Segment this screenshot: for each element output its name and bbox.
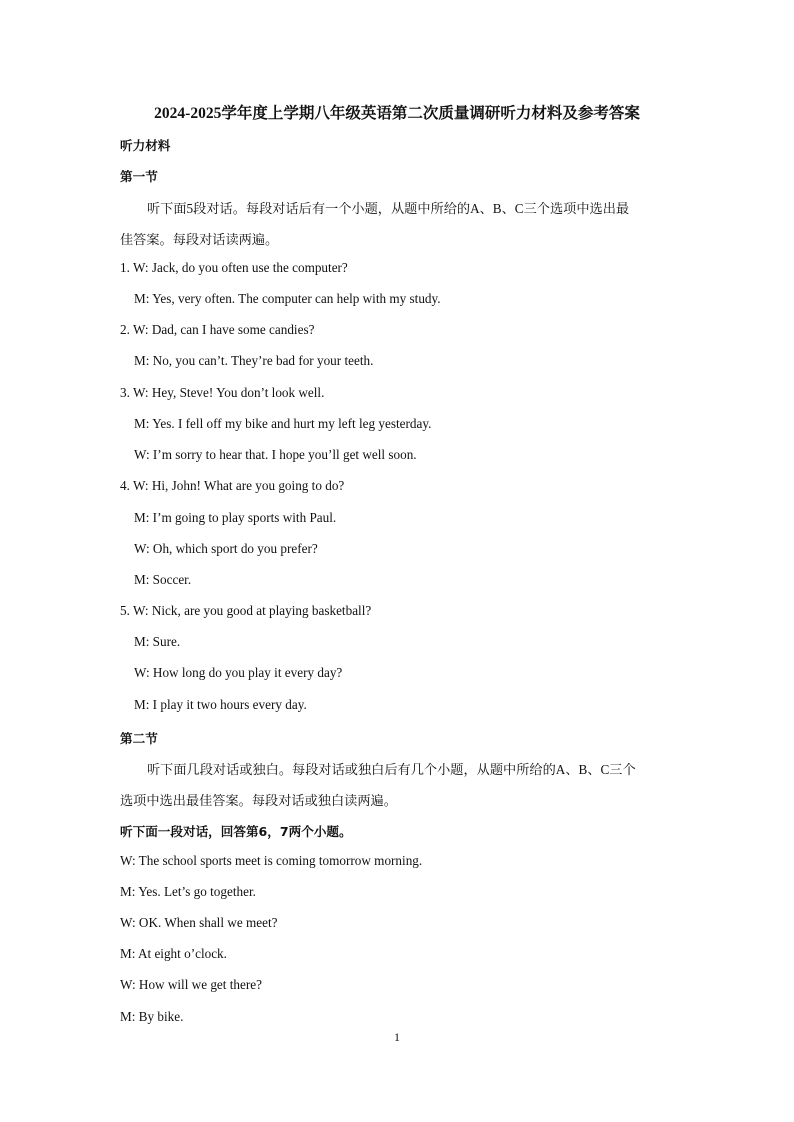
section-label: 听力材料: [120, 138, 171, 153]
dialogue-line: M: I’m going to play sports with Paul.: [134, 510, 337, 525]
dialogue-line: M: Yes, very often. The computer can help with my study.: [134, 291, 441, 306]
part2-instruction-line2: 选项中选出最佳答案。每段对话或独白读两遍。: [120, 793, 397, 808]
part2-sub-heading: 听下面一段对话，回答第6，7两个小题。: [120, 824, 352, 839]
dialogue-line: W: How will we get there?: [120, 977, 262, 992]
dialogue-line: M: At eight o’clock.: [120, 946, 227, 961]
dialogue-line: M: Yes. I fell off my bike and hurt my left leg yesterday.: [134, 416, 432, 431]
page-title: 2024-2025学年度上学期八年级英语第二次质量调研听力材料及参考答案: [154, 105, 640, 122]
dialogue-line: M: I play it two hours every day.: [134, 697, 307, 712]
dialogue-line: W: How long do you play it every day?: [134, 665, 343, 680]
part2-instruction-line1: 听下面几段对话或独白。每段对话或独白后有几个小题，从题中所给的A、B、C三个: [147, 762, 636, 777]
dialogue-line: 1. W: Jack, do you often use the computer?: [120, 260, 348, 275]
part1-instruction-line1: 听下面5段对话。每段对话后有一个小题，从题中所给的A、B、C三个选项中选出最: [147, 201, 630, 216]
page-number: 1: [394, 1030, 400, 1044]
dialogue-line: 3. W: Hey, Steve! You don’t look well.: [120, 385, 325, 400]
dialogue-line: W: I’m sorry to hear that. I hope you’ll get well soon.: [134, 447, 417, 462]
part1-instruction-line2: 佳答案。每段对话读两遍。: [120, 232, 279, 247]
dialogue-line: M: No, you can’t. They’re bad for your teeth.: [134, 353, 374, 368]
dialogue-line: W: Oh, which sport do you prefer?: [134, 541, 318, 556]
dialogue-line: W: The school sports meet is coming tomorrow morning.: [120, 853, 423, 868]
dialogue-line: 5. W: Nick, are you good at playing basketball?: [120, 603, 372, 618]
part2-heading: 第二节: [120, 731, 158, 746]
dialogue-line: 4. W: Hi, John! What are you going to do?: [120, 478, 345, 493]
dialogue-line: M: By bike.: [120, 1009, 184, 1024]
dialogue-line: M: Sure.: [134, 634, 181, 649]
dialogue-line: W: OK. When shall we meet?: [120, 915, 278, 930]
dialogue-line: M: Yes. Let’s go together.: [120, 884, 256, 899]
dialogue-line: 2. W: Dad, can I have some candies?: [120, 322, 315, 337]
dialogue-line: M: Soccer.: [134, 572, 192, 587]
part1-heading: 第一节: [120, 169, 158, 184]
